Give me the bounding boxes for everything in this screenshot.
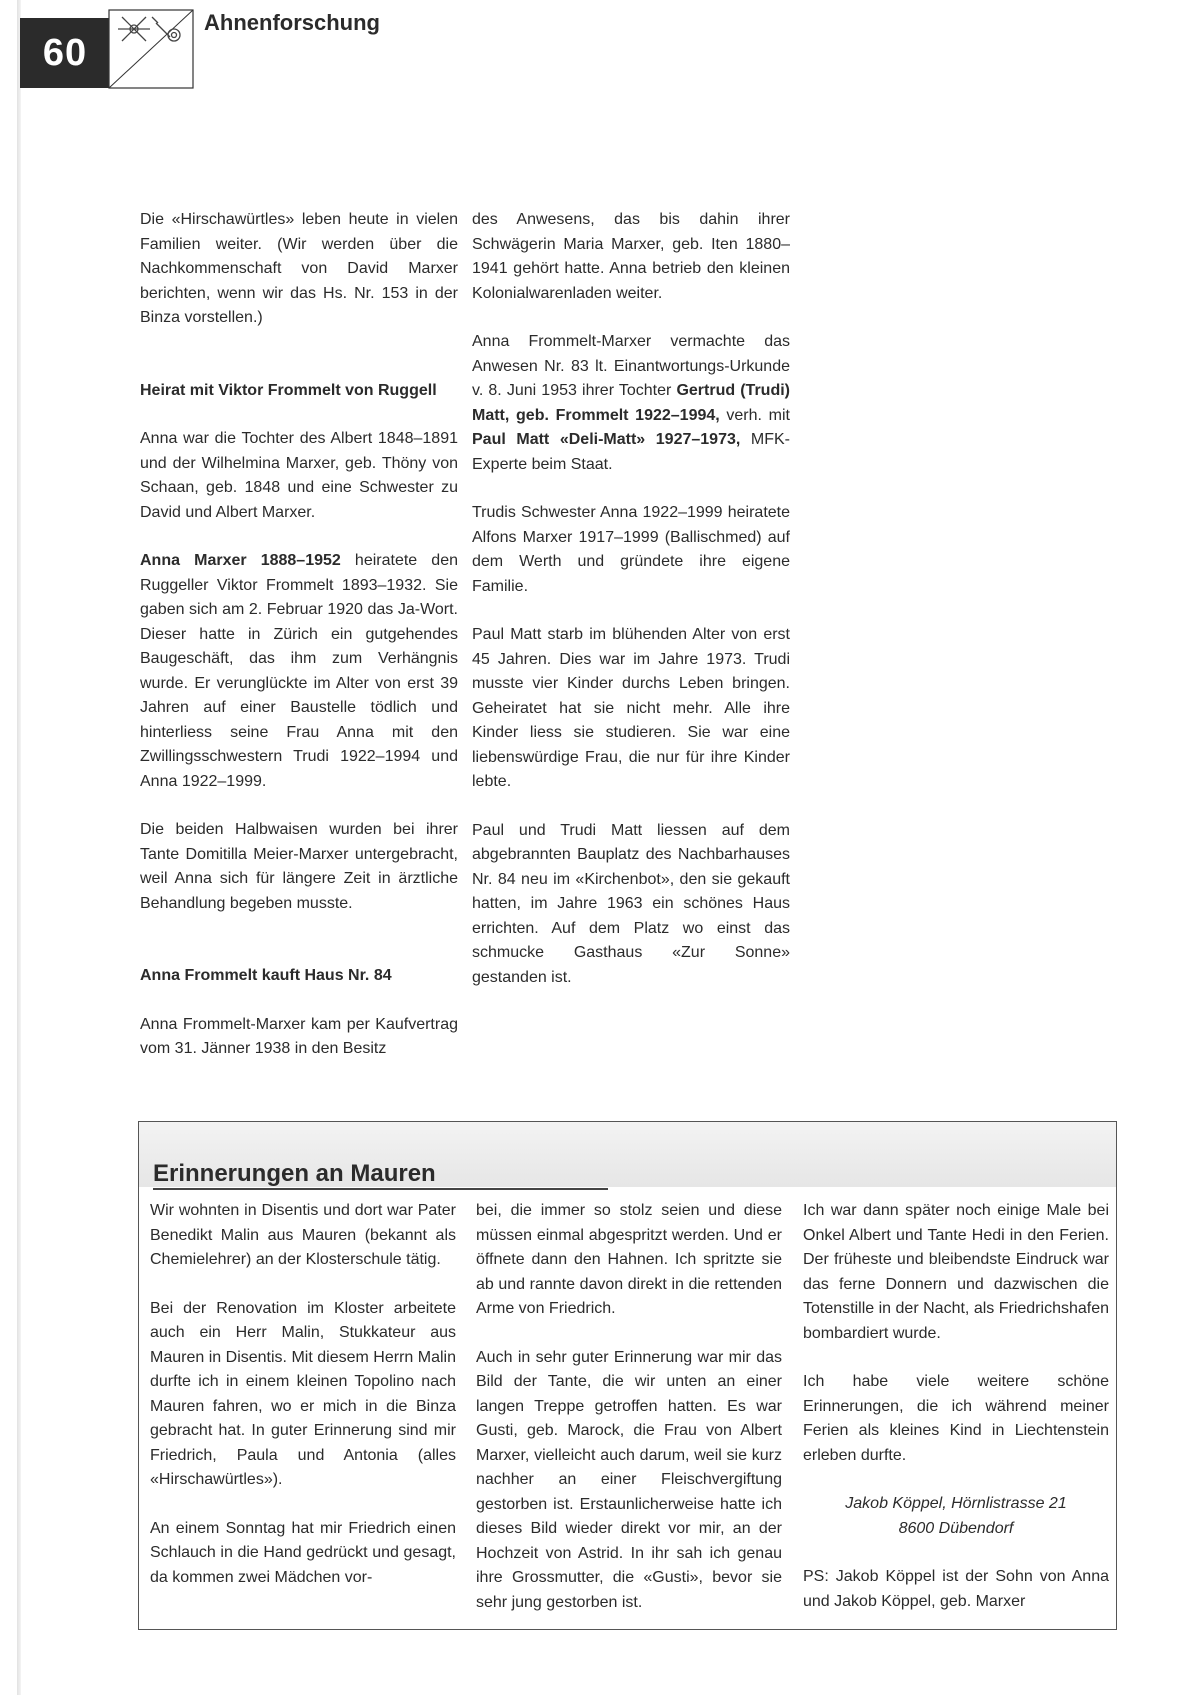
- paragraph: Die «Hirschawürtles» leben heute in vielen Familien weiter. (Wir werden über die Nachkommenschaft von David Marxer berichten, wenn wir das Hs. Nr. 153 in der Binza vorstellen.): [140, 211, 458, 326]
- subheading: Anna Frommelt kauft Haus Nr. 84: [140, 967, 392, 984]
- paragraph: Auch in sehr guter Erinnerung war mir das Bild der Tante, die wir unten an einer langen Treppe getroffen hatten. Es war Gusti, geb. Marock, die Frau von Albert Marxer, vielleicht auch darum, weil sie kurz nachher an einer Fleischvergiftung gestorben ist. Erstaunlicherweise hatte ich dieses Bild wieder direkt vor mir, an der Hochzeit von Astrid. In ihr sah ich genau ihre Grossmutter, die «Gusti», bevor sie sehr jung gestorben ist.: [476, 1348, 782, 1611]
- paragraph: bei, die immer so stolz seien und diese müssen einmal abgespritzt werden. Und er öffnete dann den Hahnen. Ich spritzte sie ab und rannte davon direkt in die rettenden Arme von Friedrich.: [476, 1202, 782, 1317]
- bold-name: Anna Marxer 1888–1952: [140, 552, 341, 569]
- page-spine-shadow: [17, 0, 21, 1695]
- section-title: Ahnenforschung: [204, 10, 380, 35]
- paragraph-text: MFK-Experte beim Staat.: [472, 431, 790, 473]
- author-signature: [803, 1492, 1109, 1541]
- paragraph: des Anwesens, das bis dahin ihrer Schwägerin Maria Marxer, geb. Iten 1880–1941 gehört hatte. Anna betrieb den kleinen Kolonialwarenladen weiter.: [472, 211, 790, 302]
- signature-line: Jakob Köppel, Hörnlistrasse 21: [845, 1495, 1067, 1512]
- article-column-left: [140, 208, 458, 1086]
- paragraph: Ich war dann später noch einige Male bei Onkel Albert und Tante Hedi in den Ferien. Der früheste und bleibendste Eindruck war das ferne Donnern und dazwischen die Totenstille in der Nacht, als Friedrichshafen bombardiert wurde.: [803, 1202, 1109, 1342]
- signature-line: 8600 Dübendorf: [898, 1519, 1014, 1537]
- box-column-1: [150, 1199, 456, 1614]
- paragraph: Paul und Trudi Matt liessen auf dem abgebrannten Bauplatz des Nachbarhauses Nr. 84 neu im «Kirchenbot», den sie gekauft hatten, im Jahre 1963 ein schönes Haus errichten. Auf dem Platz wo einst das schmucke Gasthaus «Zur Sonne» gestanden ist.: [472, 821, 790, 986]
- postscript: PS: Jakob Köppel ist der Sohn von Anna und Jakob Köppel, geb. Marxer: [803, 1568, 1109, 1610]
- bold-name: Paul Matt «Deli-Matt» 1927–1973,: [472, 431, 741, 448]
- paragraph-text: verh. mit: [719, 406, 790, 424]
- paragraph-text: Anna Frommelt-Marxer vermachte das Anwesen Nr. 83 lt. Einantwortungs-Urkunde v. 8. Juni 1953 ihrer Tochter: [472, 333, 790, 399]
- box-title-rule: [153, 1188, 608, 1190]
- memories-box: [138, 1121, 1117, 1630]
- box-title: Erinnerungen an Mauren: [153, 1160, 436, 1187]
- paragraph: Ich habe viele weitere schöne Erinnerungen, die ich während meiner Ferien als kleines Kind in Liechtenstein erleben durfte.: [803, 1373, 1109, 1464]
- paragraph: Wir wohnten in Disentis und dort war Pater Benedikt Malin aus Mauren (bekannt als Chemielehrer) an der Klosterschule tätig.: [150, 1202, 456, 1268]
- paragraph: Die beiden Halbwaisen wurden bei ihrer Tante Domitilla Meier-Marxer untergebracht, weil Anna sich für längere Zeit in ärztliche Behandlung begeben musste.: [140, 821, 458, 912]
- paragraph: An einem Sonntag hat mir Friedrich einen Schlauch in die Hand gedrückt und gesagt, da kommen zwei Mädchen vor-: [150, 1519, 456, 1586]
- paragraph: Bei der Renovation im Kloster arbeitete auch ein Herr Malin, Stukkateur aus Mauren in Disentis. Mit diesem Herrn Malin durfte ich in einem kleinen Topolino nach Mauren fahren, wo er mich in die Binza gebracht hat. In guter Erinnerung sind mir Friedrich, Paula und Antonia (alles «Hirschawürtles»).: [150, 1299, 456, 1488]
- bold-name: Gertrud (Trudi) Matt, geb. Frommelt 1922–1994,: [472, 382, 790, 424]
- paragraph: Anna Frommelt-Marxer kam per Kaufvertrag vom 31. Jänner 1938 in den Besitz: [140, 1015, 458, 1057]
- paragraph-text: heiratete den Ruggeller Viktor Frommelt 1893–1932. Sie gaben sich am 2. Februar 1920 das Ja-Wort. Dieser hatte in Zürich ein gutgehendes Baugeschäft, das ihm zum Verhängnis wurde. Er verunglückte im Alter von erst 39 Jahren auf einer Baustelle tödlich und hinterliess seine Frau Anna mit den Zwillingsschwestern Trudi 1922–1994 und Anna 1922–1999.: [140, 552, 458, 790]
- paragraph: Paul Matt starb im blühenden Alter von erst 45 Jahren. Dies war im Jahre 1973. Trudi musste vier Kinder durchs Leben bringen. Geheiratet hat sie nicht mehr. Alle ihre Kinder liess sie studieren. Sie war eine liebenswürdige Frau, die nur für ihre Kinder lebte.: [472, 626, 790, 790]
- subheading: Heirat mit Viktor Frommelt von Ruggell: [140, 381, 437, 399]
- paragraph: Anna war die Tochter des Albert 1848–1891 und der Wilhelmina Marxer, geb. Thöny von Schaan, geb. 1848 und eine Schwester zu David und Albert Marxer.: [140, 430, 458, 521]
- box-column-2: [476, 1199, 782, 1639]
- paragraph: [140, 549, 458, 794]
- paragraph: Trudis Schwester Anna 1922–1999 heiratete Alfons Marxer 1917–1999 (Ballischmed) auf dem Werth und gründete ihre eigene Familie.: [472, 504, 790, 595]
- paragraph: [472, 330, 790, 477]
- article-column-middle: [472, 208, 790, 1014]
- heraldic-emblem-icon: [108, 9, 194, 89]
- box-column-3: [803, 1199, 1109, 1638]
- page-number: 60: [20, 18, 110, 88]
